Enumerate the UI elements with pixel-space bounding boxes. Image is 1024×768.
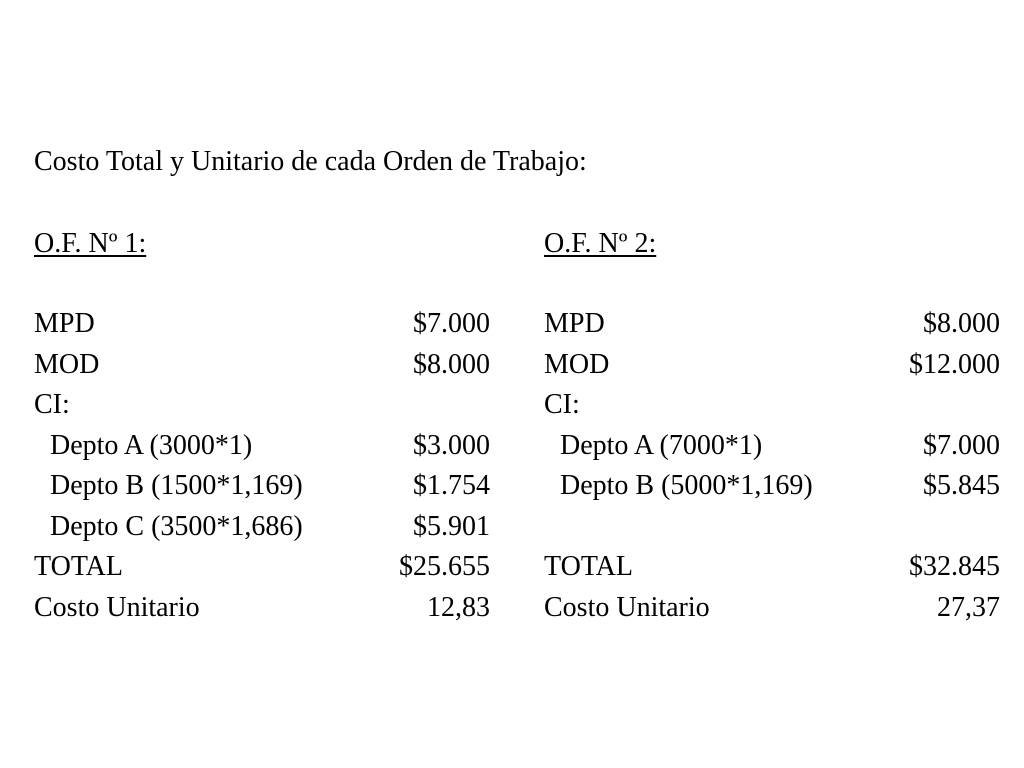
order-2-row-unit-cost bbox=[544, 588, 1000, 629]
order-1-row-mod bbox=[34, 345, 490, 386]
row-label: MOD bbox=[34, 348, 100, 380]
order-2-row-depto-b bbox=[544, 466, 1000, 507]
order-1-row-depto-c bbox=[34, 507, 490, 548]
row-label: CI: bbox=[34, 389, 70, 420]
row-value: 12,83 bbox=[427, 591, 490, 623]
row-label: TOTAL bbox=[34, 551, 124, 582]
order-2-heading: O.F. Nº 2: bbox=[544, 228, 657, 259]
row-label: Depto B (1500*1,169) bbox=[50, 470, 303, 501]
row-label: Depto A (7000*1) bbox=[560, 429, 763, 461]
row-value: $5.901 bbox=[413, 510, 490, 542]
order-2-row-depto-a bbox=[544, 426, 1000, 467]
order-1-row-ci bbox=[34, 385, 490, 426]
row-label: Depto B (5000*1,169) bbox=[560, 470, 813, 501]
row-value: $3.000 bbox=[413, 429, 490, 461]
order-1-row-depto-a bbox=[34, 426, 490, 467]
order-1-row-total bbox=[34, 547, 490, 588]
row-label: Depto C (3500*1,686) bbox=[50, 510, 303, 542]
row-value: $7.000 bbox=[413, 308, 490, 339]
row-value: $8.000 bbox=[923, 308, 1000, 339]
order-2-section bbox=[544, 224, 1000, 628]
row-value: $25.655 bbox=[399, 551, 490, 582]
row-label: TOTAL bbox=[544, 551, 634, 582]
row-value: $12.000 bbox=[909, 348, 1000, 380]
row-label: Depto A (3000*1) bbox=[50, 429, 253, 461]
row-value: $7.000 bbox=[923, 429, 1000, 461]
row-value: 27,37 bbox=[937, 591, 1000, 623]
order-2-row-mpd bbox=[544, 304, 1000, 345]
order-1-row-unit-cost bbox=[34, 588, 490, 629]
row-label: MPD bbox=[544, 308, 605, 339]
order-1-heading: O.F. Nº 1: bbox=[34, 228, 147, 259]
row-value: $5.845 bbox=[923, 470, 1000, 501]
page-title: Costo Total y Unitario de cada Orden de Trabajo: bbox=[34, 146, 587, 177]
order-2-row-mod bbox=[544, 345, 1000, 386]
row-label: MOD bbox=[544, 348, 610, 380]
order-2-row-ci bbox=[544, 385, 1000, 426]
order-2-row-total bbox=[544, 547, 1000, 588]
order-1-section bbox=[34, 224, 490, 628]
order-1-row-mpd bbox=[34, 304, 490, 345]
order-1-row-depto-b bbox=[34, 466, 490, 507]
row-value: $1.754 bbox=[413, 470, 490, 501]
row-label: MPD bbox=[34, 308, 95, 339]
row-value: $8.000 bbox=[413, 348, 490, 380]
row-label: CI: bbox=[544, 389, 580, 420]
order-2-row-blank bbox=[544, 507, 1000, 548]
row-label: Costo Unitario bbox=[34, 591, 200, 623]
row-value: $32.845 bbox=[909, 551, 1000, 582]
row-label: Costo Unitario bbox=[544, 591, 710, 623]
